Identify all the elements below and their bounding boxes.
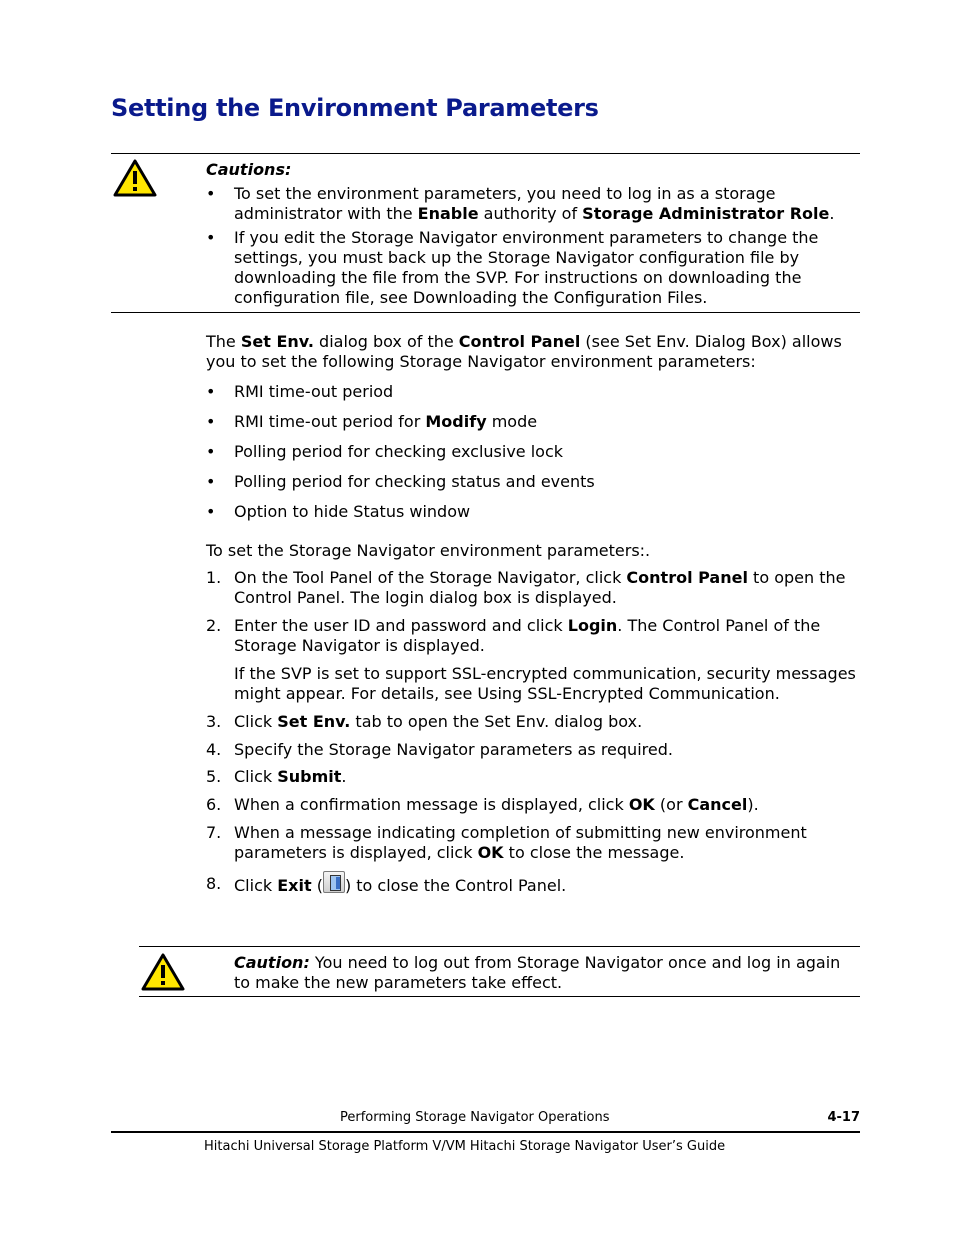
step-note: If the SVP is set to support SSL-encrypted communication, security messages might appear. For details, see Using SSL-Encrypted Communication. (234, 664, 856, 703)
list-item: • Polling period for checking status and events (206, 472, 860, 502)
list-item: • Option to hide Status window (206, 502, 860, 532)
list-item: • Polling period for checking exclusive lock (206, 442, 860, 472)
caution2-title: Caution: (234, 953, 310, 972)
footer-page-number: 4-17 (827, 1110, 860, 1125)
footer-section-title: Performing Storage Navigator Operations (340, 1110, 610, 1125)
step-item: 4. Specify the Storage Navigator parameters as required. (206, 740, 673, 759)
intro-paragraph: The Set Env. dialog box of the Control Panel (see Set Env. Dialog Box) allows you to set the following Storage Navigator environment parameters: (206, 332, 842, 371)
list-item: • RMI time-out period (206, 382, 860, 412)
parameter-list (206, 382, 860, 532)
list-item: • If you edit the Storage Navigator environment parameters to change the settings, you must back up the Storage Navigator configuration file by downloading the file from the SVP. For instructions on downloading the configuration file, see Downloading the Configuration Files. (206, 228, 860, 308)
caution-top-rule (111, 153, 860, 154)
footer-guide-title: Hitachi Universal Storage Platform V/VM Hitachi Storage Navigator User’s Guide (204, 1139, 726, 1154)
procedure-intro: To set the Storage Navigator environment parameters:. (206, 541, 651, 560)
caution-title: Cautions: (206, 160, 292, 179)
list-item: • To set the environment parameters, you need to log in as a storage administrator with the Enable authority of Storage Administrator Role. (206, 184, 860, 224)
exit-icon (323, 871, 345, 893)
step-item: 7. When a message indicating completion of submitting new environment parameters is displayed, click OK to close the message. (206, 823, 807, 862)
caution-block (206, 160, 860, 308)
caution2-text: Caution: You need to log out from Storage Navigator once and log in again to make the new parameters take effect. (234, 953, 841, 992)
page-title: Setting the Environment Parameters (111, 94, 599, 122)
step-item: 2. Enter the user ID and password and click Login. The Control Panel of the Storage Navigator is displayed. If the SVP is set to support SSL-encrypted communication, security messages might appear. For details, see Using SSL-Encrypted Communication. (206, 616, 860, 704)
caution-list (206, 184, 860, 308)
warning-icon (112, 158, 158, 198)
warning-icon (140, 952, 186, 992)
caution-bottom-rule (111, 312, 860, 313)
caution2-top-rule (139, 946, 860, 947)
step-item: 6. When a confirmation message is displayed, click OK (or Cancel). (206, 795, 759, 814)
procedure-steps (206, 568, 860, 899)
list-item: • RMI time-out period for Modify mode (206, 412, 860, 442)
step-item: 5. Click Submit. (206, 767, 347, 786)
step-item: 1. On the Tool Panel of the Storage Navigator, click Control Panel to open the Control Panel. The login dialog box is displayed. (206, 568, 846, 607)
footer-rule (111, 1131, 860, 1133)
step-item: 8. Click Exit ( ) to close the Control Panel. (206, 871, 860, 899)
step-item: 3. Click Set Env. tab to open the Set Env. dialog box. (206, 712, 643, 731)
caution2-bottom-rule (139, 996, 860, 997)
